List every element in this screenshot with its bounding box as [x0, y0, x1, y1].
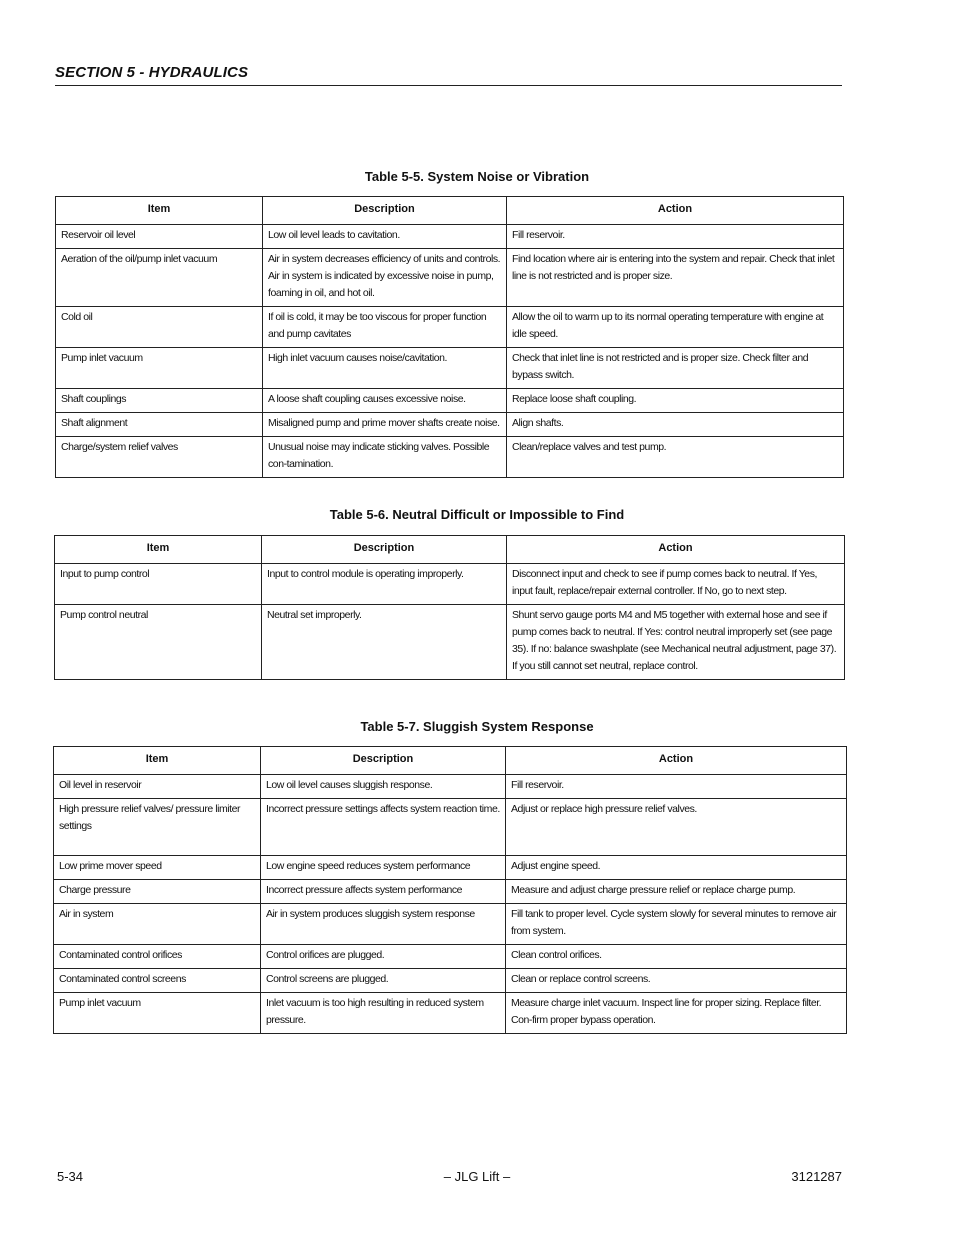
item-cell: Pump inlet vacuum: [56, 348, 263, 389]
item-cell: Aeration of the oil/pump inlet vacuum: [56, 249, 263, 307]
description-cell: Low engine speed reduces system performance: [261, 856, 506, 880]
item-cell: Oil level in reservoir: [54, 775, 261, 799]
table-row: [54, 969, 847, 993]
table-row: [55, 605, 845, 680]
column-header-action: Action: [507, 536, 845, 564]
action-cell: Measure charge inlet vacuum. Inspect line for proper sizing. Replace filter. Con-firm proper bypass operation.: [506, 993, 847, 1034]
description-cell: Input to control module is operating improperly.: [262, 564, 507, 605]
description-cell: High inlet vacuum causes noise/cavitation.: [263, 348, 507, 389]
column-header-description: Description: [261, 747, 506, 775]
item-cell: Input to pump control: [55, 564, 262, 605]
description-cell: If oil is cold, it may be too viscous for proper function and pump cavitates: [263, 307, 507, 348]
table-title: Table 5-6. Neutral Difficult or Impossible to Find: [329, 507, 625, 522]
action-cell: Replace loose shaft coupling.: [507, 389, 844, 413]
column-header-action: Action: [507, 197, 844, 225]
table-row: [54, 993, 847, 1034]
table-row: [56, 348, 844, 389]
action-cell: Fill tank to proper level. Cycle system slowly for several minutes to remove air from system.: [506, 904, 847, 945]
sluggish-response-table: [53, 746, 847, 1034]
column-header-item: Item: [54, 747, 261, 775]
table-title: Table 5-5. System Noise or Vibration: [364, 169, 590, 184]
table-header-row: [56, 197, 844, 225]
action-cell: Shunt servo gauge ports M4 and M5 together with external hose and see if pump comes back to neutral. If Yes: control neutral improperly set (see page 35). If no: balance swashplate (see Mechanical neutral adjustment, page 37). If you still cannot set neutral, replace control.: [507, 605, 845, 680]
section-title: SECTION 5 - HYDRAULICS: [55, 64, 842, 86]
description-cell: Low oil level causes sluggish response.: [261, 775, 506, 799]
description-cell: Low oil level leads to cavitation.: [263, 225, 507, 249]
item-cell: Shaft alignment: [56, 413, 263, 437]
description-cell: Inlet vacuum is too high resulting in reduced system pressure.: [261, 993, 506, 1034]
action-cell: Clean/replace valves and test pump.: [507, 437, 844, 478]
table-row: [54, 945, 847, 969]
item-cell: Shaft couplings: [56, 389, 263, 413]
description-cell: Control screens are plugged.: [261, 969, 506, 993]
description-cell: Neutral set improperly.: [262, 605, 507, 680]
item-cell: Contaminated control orifices: [54, 945, 261, 969]
action-cell: Clean or replace control screens.: [506, 969, 847, 993]
action-cell: Measure and adjust charge pressure relief or replace charge pump.: [506, 880, 847, 904]
table-row: [56, 437, 844, 478]
neutral-difficult-table: [54, 535, 845, 680]
column-header-description: Description: [262, 536, 507, 564]
item-cell: Charge pressure: [54, 880, 261, 904]
item-cell: Charge/system relief valves: [56, 437, 263, 478]
table-row: [56, 249, 844, 307]
table-row: [55, 564, 845, 605]
description-cell: Air in system produces sluggish system response: [261, 904, 506, 945]
column-header-item: Item: [55, 536, 262, 564]
table-row: [56, 307, 844, 348]
table-row: [54, 880, 847, 904]
table-row: [54, 856, 847, 880]
item-cell: Cold oil: [56, 307, 263, 348]
action-cell: Disconnect input and check to see if pump comes back to neutral. If Yes, input fault, replace/repair external controller. If No, go to next step.: [507, 564, 845, 605]
action-cell: Check that inlet line is not restricted and is proper size. Check filter and bypass switch.: [507, 348, 844, 389]
item-cell: High pressure relief valves/ pressure limiter settings: [54, 799, 261, 856]
table-title: Table 5-7. Sluggish System Response: [360, 719, 594, 734]
action-cell: Align shafts.: [507, 413, 844, 437]
action-cell: Allow the oil to warm up to its normal operating temperature with engine at idle speed.: [507, 307, 844, 348]
action-cell: Fill reservoir.: [506, 775, 847, 799]
column-header-action: Action: [506, 747, 847, 775]
table-row: [54, 799, 847, 856]
footer-center: – JLG Lift –: [443, 1169, 511, 1184]
doc-number: 3121287: [791, 1169, 842, 1184]
item-cell: Pump inlet vacuum: [54, 993, 261, 1034]
description-cell: Incorrect pressure settings affects system reaction time.: [261, 799, 506, 856]
item-cell: Low prime mover speed: [54, 856, 261, 880]
action-cell: Find location where air is entering into the system and repair. Check that inlet line is not restricted and is proper size.: [507, 249, 844, 307]
table-header-row: [55, 536, 845, 564]
description-cell: Control orifices are plugged.: [261, 945, 506, 969]
table-row: [54, 775, 847, 799]
table-header-row: [54, 747, 847, 775]
table-row: [56, 225, 844, 249]
item-cell: Reservoir oil level: [56, 225, 263, 249]
description-cell: Incorrect pressure affects system performance: [261, 880, 506, 904]
table-row: [56, 389, 844, 413]
system-noise-table: [55, 196, 844, 478]
action-cell: Fill reservoir.: [507, 225, 844, 249]
description-cell: A loose shaft coupling causes excessive noise.: [263, 389, 507, 413]
action-cell: Adjust or replace high pressure relief valves.: [506, 799, 847, 856]
column-header-description: Description: [263, 197, 507, 225]
action-cell: Clean control orifices.: [506, 945, 847, 969]
item-cell: Air in system: [54, 904, 261, 945]
item-cell: Pump control neutral: [55, 605, 262, 680]
action-cell: Adjust engine speed.: [506, 856, 847, 880]
page-number: 5-34: [57, 1169, 84, 1184]
table-row: [54, 904, 847, 945]
item-cell: Contaminated control screens: [54, 969, 261, 993]
description-cell: Air in system decreases efficiency of units and controls. Air in system is indicated by excessive noise in pump, foaming in oil, and hot oil.: [263, 249, 507, 307]
column-header-item: Item: [56, 197, 263, 225]
description-cell: Unusual noise may indicate sticking valves. Possible con-tamination.: [263, 437, 507, 478]
description-cell: Misaligned pump and prime mover shafts create noise.: [263, 413, 507, 437]
table-row: [56, 413, 844, 437]
